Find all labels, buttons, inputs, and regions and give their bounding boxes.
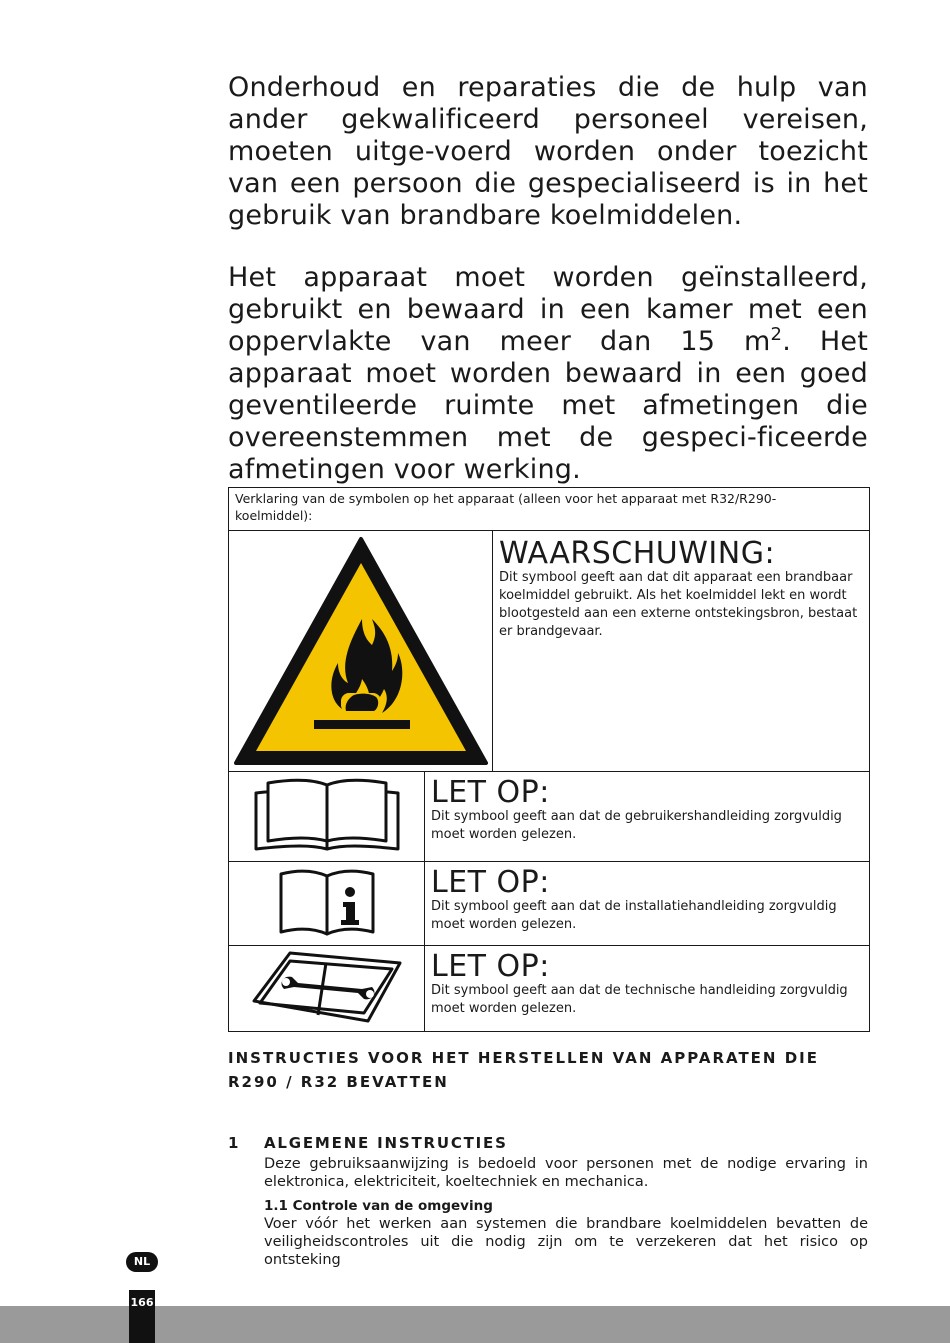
language-badge: NL: [126, 1252, 158, 1272]
book-wrench-icon: [250, 1010, 404, 1029]
page-number: 166: [130, 1296, 154, 1309]
note-title-installation: LET OP:: [431, 865, 550, 900]
technical-note-cell: [425, 946, 870, 1032]
section-1-text: Deze gebruiksaanwijzing is bedoeld voor personen met de nodige ervaring in elektronica, elektriciteit, koeltechniek en mechanica.: [264, 1156, 868, 1190]
note-description-technical: Dit symbool geeft aan dat de technische handleiding zorgvuldig moet worden gelezen.: [431, 983, 848, 1016]
page-number-tab: [129, 1290, 155, 1343]
installation-note-cell: [425, 862, 870, 946]
subsection-1-1-text: Voer vóór het werken aan systemen die brandbare koelmiddelen bevatten de veiligheidscontroles uit die nodig zijn om te verzekeren dat het risico op ontsteking: [264, 1216, 868, 1268]
warning-text-cell: [493, 531, 870, 772]
note-title-technical: LET OP:: [431, 949, 550, 984]
flammable-warning-icon: [234, 752, 488, 771]
intro-paragraph-2: [228, 262, 868, 486]
open-book-icon: [252, 840, 402, 859]
intro-paragraph-1: Onderhoud en reparaties die de hulp van ander gekwalificeerd personeel vereisen, moeten uitge-voerd worden onder toezicht van een persoon die gespecialiseerd is in het gebruik van brandbare koelmiddelen.: [228, 72, 868, 231]
warning-title: WAARSCHUWING:: [499, 536, 776, 571]
technical-icon-cell: [229, 946, 425, 1032]
subsection-1-1-title: 1.1 Controle van de omgeving: [264, 1198, 493, 1214]
note-title-manual: LET OP:: [431, 775, 550, 810]
note-description-installation: Dit symbool geeft aan dat de installatiehandleiding zorgvuldig moet worden gelezen.: [431, 899, 837, 932]
symbols-table-header-text: Verklaring van de symbolen op het apparaat (alleen voor het apparaat met R32/R290- koelmiddel):: [235, 491, 777, 523]
section-1-number: 1: [228, 1134, 241, 1152]
intro-paragraph-2-end: . Het apparaat moet worden bewaard in een goed geventileerde ruimte met afmetingen die overeenstemmen met de gespeci-ficeerde afmetingen voor werking.: [228, 326, 868, 485]
warning-description: Dit symbool geeft aan dat dit apparaat een brandbaar koelmiddel gebruikt. Als het koelmiddel lekt en wordt blootgesteld aan een externe ontstekingsbron, bestaat er brandgevaar.: [499, 570, 858, 639]
note-description-manual: Dit symbool geeft aan dat de gebruikershandleiding zorgvuldig moet worden gelezen.: [431, 809, 842, 842]
book-info-icon: [277, 923, 377, 942]
intro-paragraph-2-start: Het apparaat moet worden geïnstalleerd, gebruikt en bewaard in een kamer met een oppervlakte van meer dan 15 m: [228, 262, 868, 357]
warning-icon-cell: [229, 531, 493, 772]
section-heading: INSTRUCTIES VOOR HET HERSTELLEN VAN APPARATEN DIE R290 / R32 BEVATTEN: [228, 1049, 819, 1091]
manual-note-cell: [425, 772, 870, 862]
manual-icon-cell: [229, 772, 425, 862]
symbols-table: [228, 487, 870, 1032]
symbols-table-header: [229, 488, 870, 531]
installation-icon-cell: [229, 862, 425, 946]
section-1-title: ALGEMENE INSTRUCTIES: [264, 1134, 508, 1152]
superscript-square: 2: [770, 324, 783, 345]
